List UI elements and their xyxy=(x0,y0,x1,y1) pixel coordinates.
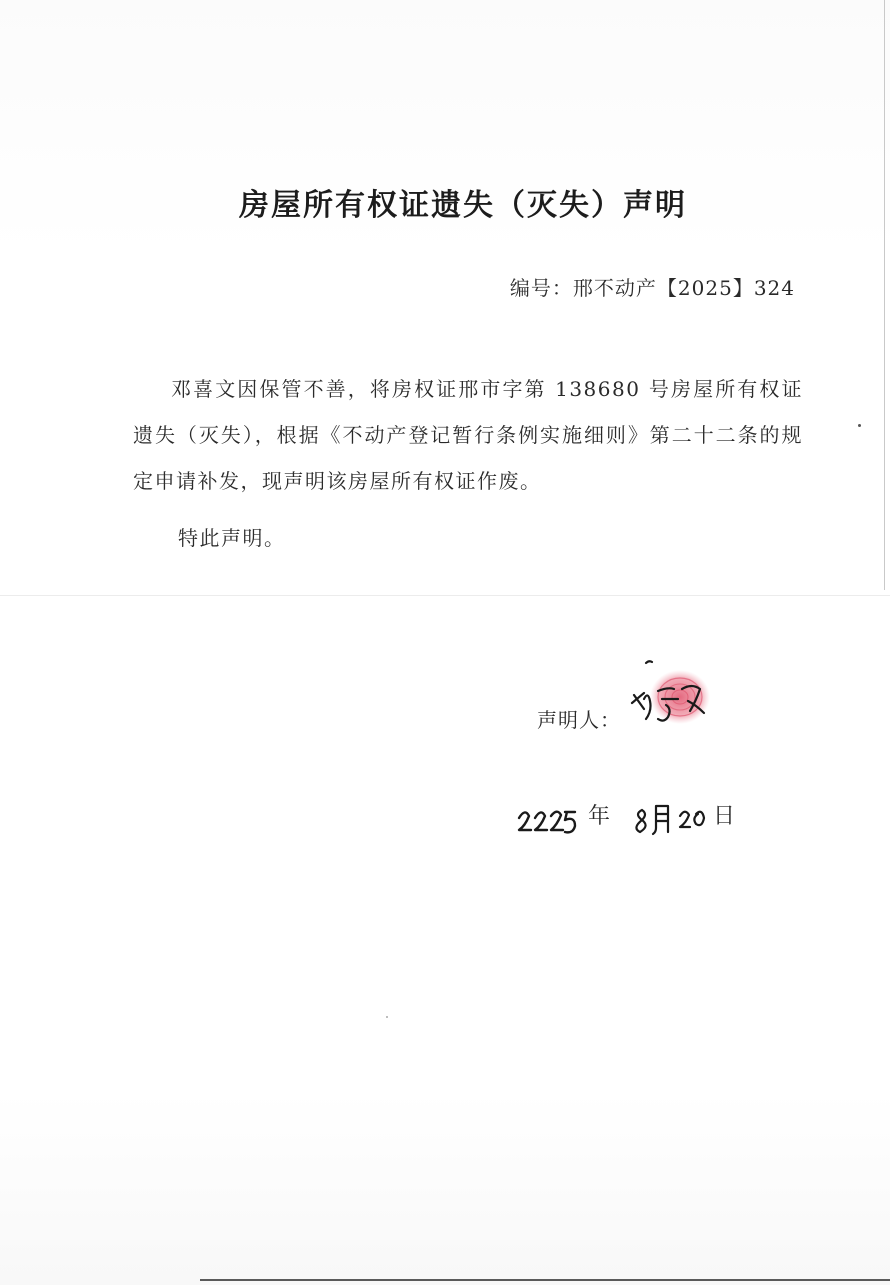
closing-statement: 特此声明。 xyxy=(178,526,286,550)
signature-with-fingerprint xyxy=(618,655,728,750)
handwritten-month-day xyxy=(632,800,712,836)
fingerprint-seal xyxy=(650,670,710,724)
page-edge-bottom xyxy=(200,1279,890,1281)
document-title: 房屋所有权证遗失（灭失）声明 xyxy=(239,188,687,223)
date-line xyxy=(515,788,755,848)
scan-speck xyxy=(386,1016,388,1018)
document-number: 编号：邢不动产【2025】324 xyxy=(509,276,795,300)
date-year-label: 年 xyxy=(588,804,611,829)
page-edge-right xyxy=(884,0,885,590)
declaration-body: 邓喜文因保管不善，将房权证邢市字第 138680 号房屋所有权证遗失（灭失），根据《不动产登记暂行条例实施细则》第二十二条的规定申请补发，现声明该房屋所有权证作废。 xyxy=(133,377,803,493)
date-day-label: 日 xyxy=(713,804,736,829)
fold-line xyxy=(0,595,890,596)
handwritten-year xyxy=(515,802,581,838)
scan-speck xyxy=(858,424,861,427)
signer-label: 声明人： xyxy=(537,708,621,732)
